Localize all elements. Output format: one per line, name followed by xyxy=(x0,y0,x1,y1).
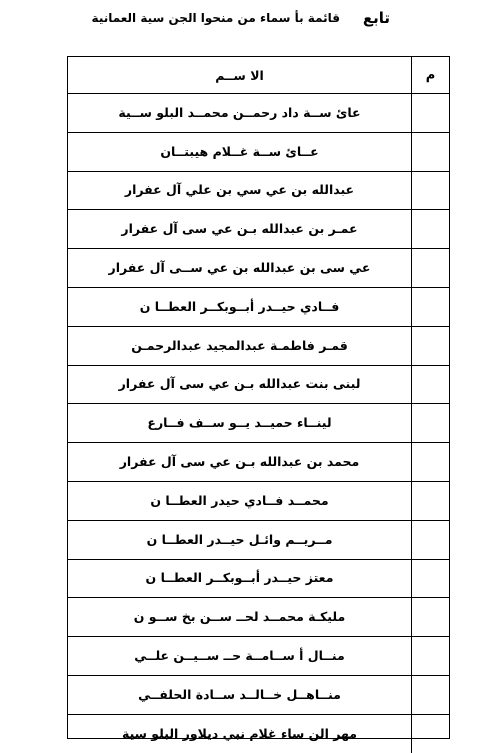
table-row xyxy=(68,171,449,210)
row-number-cell xyxy=(411,93,449,132)
row-name-cell: مــريــم وائـل حيــدر العطــا ن xyxy=(146,531,333,547)
table-row xyxy=(68,248,449,287)
row-name-cell: قمـر فاطمـة عبدالمجيد عبدالرحمـن xyxy=(131,337,348,353)
table-row xyxy=(68,597,449,636)
row-name-cell: فــادي حيــدر أبــوبكــر العطــا ن xyxy=(139,298,340,314)
table-row xyxy=(68,714,449,753)
column-header-name: الا ســم xyxy=(215,67,264,83)
row-number-cell xyxy=(411,171,449,210)
table-row xyxy=(68,559,449,598)
list-title: قائمة بأ سماء من منحوا الجن سية العمانية xyxy=(91,11,340,25)
table-row xyxy=(68,481,449,520)
row-number-cell xyxy=(411,520,449,559)
table-row xyxy=(68,403,449,442)
row-name-cell: مليكـة محمــد لحــ ســن بخ ســو ن xyxy=(133,609,346,625)
row-name-cell: عائ ســة داد رحمــن محمــد البلو ســية xyxy=(118,104,361,120)
row-name-cell: منــال أ ســامــة حــ ســيــن علــي xyxy=(134,648,345,664)
table-header-row xyxy=(68,57,449,93)
row-number-cell xyxy=(411,365,449,404)
row-name-cell: معتز حيــدر أبــوبكــر العطــا ن xyxy=(145,570,334,586)
table-row xyxy=(68,365,449,404)
row-number-cell xyxy=(411,597,449,636)
table-row xyxy=(68,675,449,714)
row-number-cell xyxy=(411,209,449,248)
table-row xyxy=(68,520,449,559)
table-row xyxy=(68,636,449,675)
row-number-cell xyxy=(411,714,449,753)
row-number-cell xyxy=(411,636,449,675)
page-header xyxy=(0,8,500,32)
row-name-cell: عي سى بن عبدالله بن عي ســى آل عفرار xyxy=(108,260,371,276)
row-name-cell: عــائ ســة غــلام هيبتــان xyxy=(160,143,319,159)
table-row xyxy=(68,442,449,481)
table-row xyxy=(68,287,449,326)
row-number-cell xyxy=(411,287,449,326)
row-number-cell xyxy=(411,442,449,481)
row-number-cell xyxy=(411,481,449,520)
column-header-number: م xyxy=(411,57,449,93)
row-number-cell xyxy=(411,132,449,171)
row-number-cell xyxy=(411,326,449,365)
row-name-cell: عبدالله بن عي سي بن علي آل عفرار xyxy=(124,182,355,198)
row-name-cell: عمـر بن عبدالله بـن عي سى آل عفرار xyxy=(121,221,358,237)
row-name-cell: مهر الن ساء غلام نبي ديلاور البلو سية xyxy=(121,725,358,741)
table-row xyxy=(68,326,449,365)
row-number-cell xyxy=(411,248,449,287)
row-name-cell: منــاهــل خــالــد ســادة الحلفــي xyxy=(138,686,341,702)
table-row xyxy=(68,93,449,132)
row-number-cell xyxy=(411,403,449,442)
table-row xyxy=(68,209,449,248)
row-name-cell: محمد بن عبدالله بـن عي سى آل عفرار xyxy=(119,454,360,470)
row-number-cell xyxy=(411,675,449,714)
row-name-cell: محمــد فــادي حيدر العطــا ن xyxy=(150,492,329,508)
row-number-cell xyxy=(411,559,449,598)
continued-label: تابع xyxy=(362,9,390,27)
table-row xyxy=(68,132,449,171)
names-table xyxy=(67,56,450,739)
row-name-cell: لينــاء حميــد يــو ســف فــارع xyxy=(147,415,332,431)
row-name-cell: لبنى بنت عبدالله بـن عي سى آل عفرار xyxy=(118,376,361,392)
